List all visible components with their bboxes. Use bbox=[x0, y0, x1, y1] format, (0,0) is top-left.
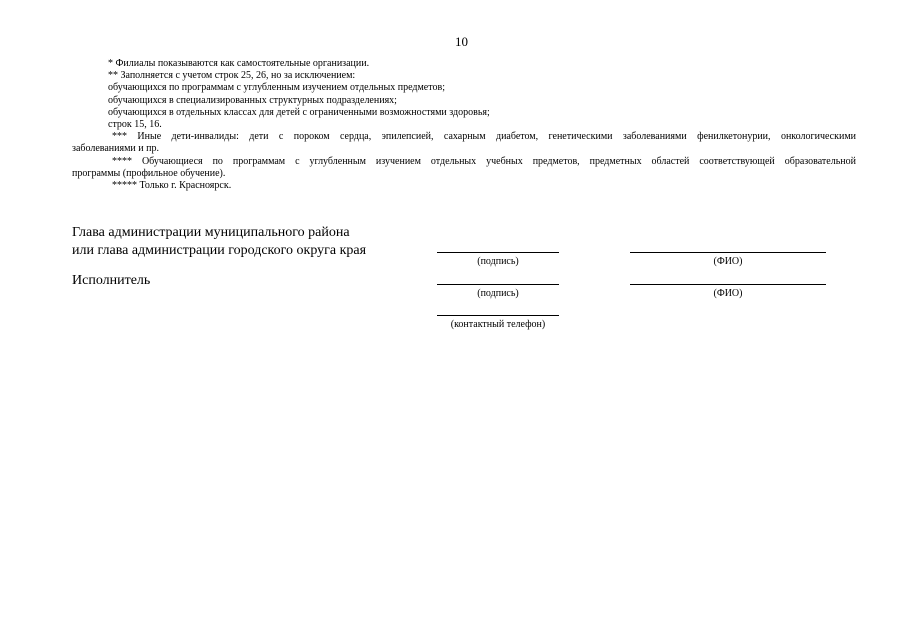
footnote-line: *** Иные дети-инвалиды: дети с пороком сердца, эпилепсией, сахарным диабетом, генетическими заболеваниями фенилкетонурии, онкологическими bbox=[112, 131, 856, 143]
executor-name-line bbox=[630, 284, 826, 285]
footnote-line: строк 15, 16. bbox=[108, 119, 162, 131]
executor-title: Исполнитель bbox=[72, 273, 151, 288]
head-name-line bbox=[630, 252, 826, 253]
footnote-line: программы (профильное обучение). bbox=[72, 167, 226, 179]
head-signature-line bbox=[437, 252, 559, 253]
executor-signature-line bbox=[437, 284, 559, 285]
phone-line bbox=[437, 315, 559, 316]
head-name-caption: (ФИО) bbox=[713, 256, 743, 267]
phone-caption: (контактный телефон) bbox=[450, 319, 546, 330]
executor-signature-caption: (подпись) bbox=[477, 288, 519, 299]
executor-name-caption: (ФИО) bbox=[713, 288, 743, 299]
footnote-line: ***** Только г. Красноярск. bbox=[112, 180, 232, 192]
footnote-line: обучающихся по программам с углубленным изучением отдельных предметов; bbox=[108, 82, 445, 94]
footnote-line: ** Заполняется с учетом строк 25, 26, но за исключением: bbox=[108, 70, 356, 82]
footnote-line: **** Обучающиеся по программам с углубленным изучением отдельных учебных предметов, предметных областей соответствующей образовательной bbox=[112, 155, 856, 167]
head-title bbox=[72, 224, 366, 260]
footnote-line: обучающихся в специализированных структурных подразделениях; bbox=[108, 94, 397, 106]
page-number: 10 bbox=[455, 34, 468, 49]
head-signature-caption: (подпись) bbox=[477, 256, 519, 267]
footnote-line: обучающихся в отдельных классах для детей с ограниченными возможностями здоровья; bbox=[108, 106, 490, 118]
head-title-line2: или глава администрации городского округа края bbox=[72, 243, 367, 258]
footnotes bbox=[72, 58, 856, 192]
footnote-line: заболеваниями и пр. bbox=[72, 143, 159, 155]
head-title-line1: Глава администрации муниципального района bbox=[72, 225, 350, 240]
footnote-line: * Филиалы показываются как самостоятельные организации. bbox=[108, 58, 370, 69]
